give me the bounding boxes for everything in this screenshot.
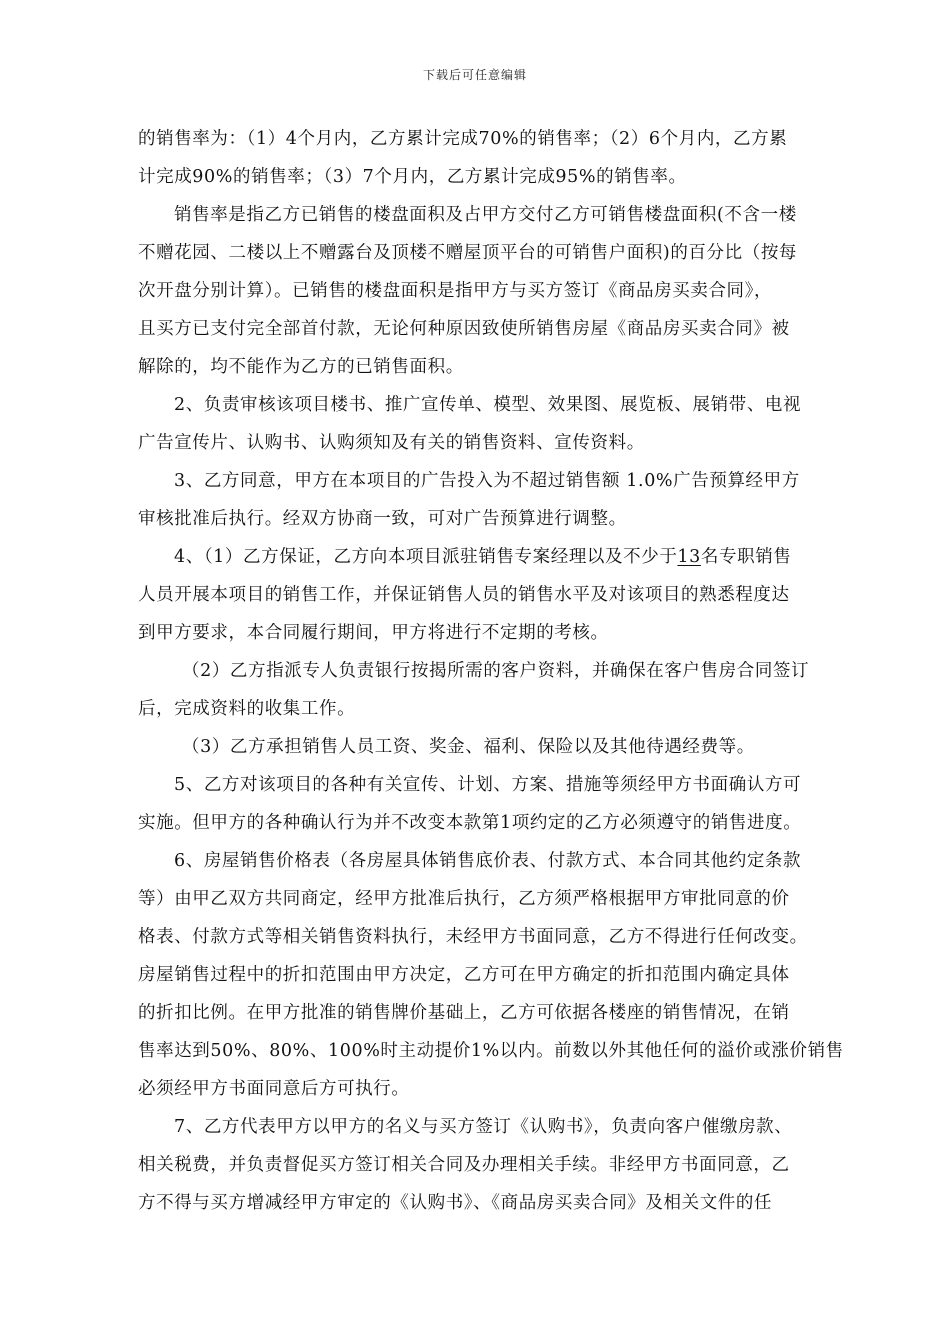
text-line: 解除的，均不能作为乙方的已销售面积。	[138, 357, 464, 377]
text-line: 的销售率为：（1）4个月内，乙方累计完成70%的销售率；（2）6个月内，乙方累	[138, 129, 788, 149]
page-header: 下载后可任意编辑	[422, 68, 527, 82]
text-line: 售率达到50%、80%、100%时主动提价1%以内。前数以外其他任何的溢价或涨价销售	[138, 1041, 844, 1061]
text-line: 必须经甲方书面同意后方可执行。	[138, 1079, 410, 1099]
text-line: 计完成90%的销售率；（3）7个月内，乙方累计完成95%的销售率。	[138, 167, 687, 187]
text-line: 3、乙方同意，甲方在本项目的广告投入为不超过销售额 1.0%广告预算经甲方	[174, 471, 800, 491]
text-line: 广告宣传片、认购书、认购须知及有关的销售资料、宣传资料。	[138, 433, 645, 453]
text-line: 销售率是指乙方已销售的楼盘面积及占甲方交付乙方可销售楼盘面积(不含一楼	[174, 205, 797, 225]
text-line: 等）由甲乙双方共同商定，经甲方批准后执行，乙方须严格根据甲方审批同意的价	[138, 889, 790, 909]
text-line: 且买方已支付完全部首付款，无论何种原因致使所销售房屋《商品房买卖合同》被	[138, 319, 790, 339]
text-line: 次开盘分别计算）。已销售的楼盘面积是指甲方与买方签订《商品房买卖合同》，	[138, 281, 773, 301]
text-line: （3）乙方承担销售人员工资、奖金、福利、保险以及其他待遇经费等。	[182, 737, 755, 757]
text-line: 7、乙方代表甲方以甲方的名义与买方签订《认购书》，负责向客户催缴房款、	[174, 1117, 793, 1137]
text-line: 房屋销售过程中的折扣范围由甲方决定，乙方可在甲方确定的折扣范围内确定具体	[138, 965, 790, 985]
text-line: 2、负责审核该项目楼书、推广宣传单、模型、效果图、展览板、展销带、电视	[174, 395, 802, 415]
underlined-number: 13	[677, 547, 701, 567]
text-line: 6、房屋销售价格表（各房屋具体销售底价表、付款方式、本合同其他约定条款	[174, 851, 802, 871]
text-line: 格表、付款方式等相关销售资料执行，未经甲方书面同意，乙方不得进行任何改变。	[138, 927, 808, 947]
text-line: （2）乙方指派专人负责银行按揭所需的客户资料，并确保在客户售房合同签订	[182, 661, 810, 681]
text-line: 不赠花园、二楼以上不赠露台及顶楼不赠屋顶平台的可销售户面积)的百分比（按每	[138, 243, 798, 263]
text-line: 人员开展本项目的销售工作，并保证销售人员的销售水平及对该项目的熟悉程度达	[138, 585, 790, 605]
document-body	[138, 120, 844, 1222]
text-line: 后，完成资料的收集工作。	[138, 699, 356, 719]
text-line: 审核批准后执行。经双方协商一致，可对广告预算进行调整。	[138, 509, 627, 529]
text-line: 方不得与买方增减经甲方审定的《认购书》、《商品房买卖合同》及相关文件的任	[138, 1193, 773, 1213]
text-segment: 名专职销售	[700, 547, 792, 567]
text-line: 到甲方要求，本合同履行期间，甲方将进行不定期的考核。	[138, 623, 609, 643]
text-line: 实施。但甲方的各种确认行为并不改变本款第1项约定的乙方必须遵守的销售进度。	[138, 813, 802, 833]
text-line: 5、乙方对该项目的各种有关宣传、计划、方案、措施等须经甲方书面确认方可	[174, 775, 802, 795]
text-line: 相关税费，并负责督促买方签订相关合同及办理相关手续。非经甲方书面同意，乙	[138, 1155, 790, 1175]
text-segment: 4、（1）乙方保证，乙方向本项目派驻销售专案经理以及不少于	[174, 547, 678, 567]
text-line	[138, 538, 838, 576]
text-line: 的折扣比例。在甲方批准的销售牌价基础上，乙方可依据各楼座的销售情况，在销	[138, 1003, 790, 1023]
